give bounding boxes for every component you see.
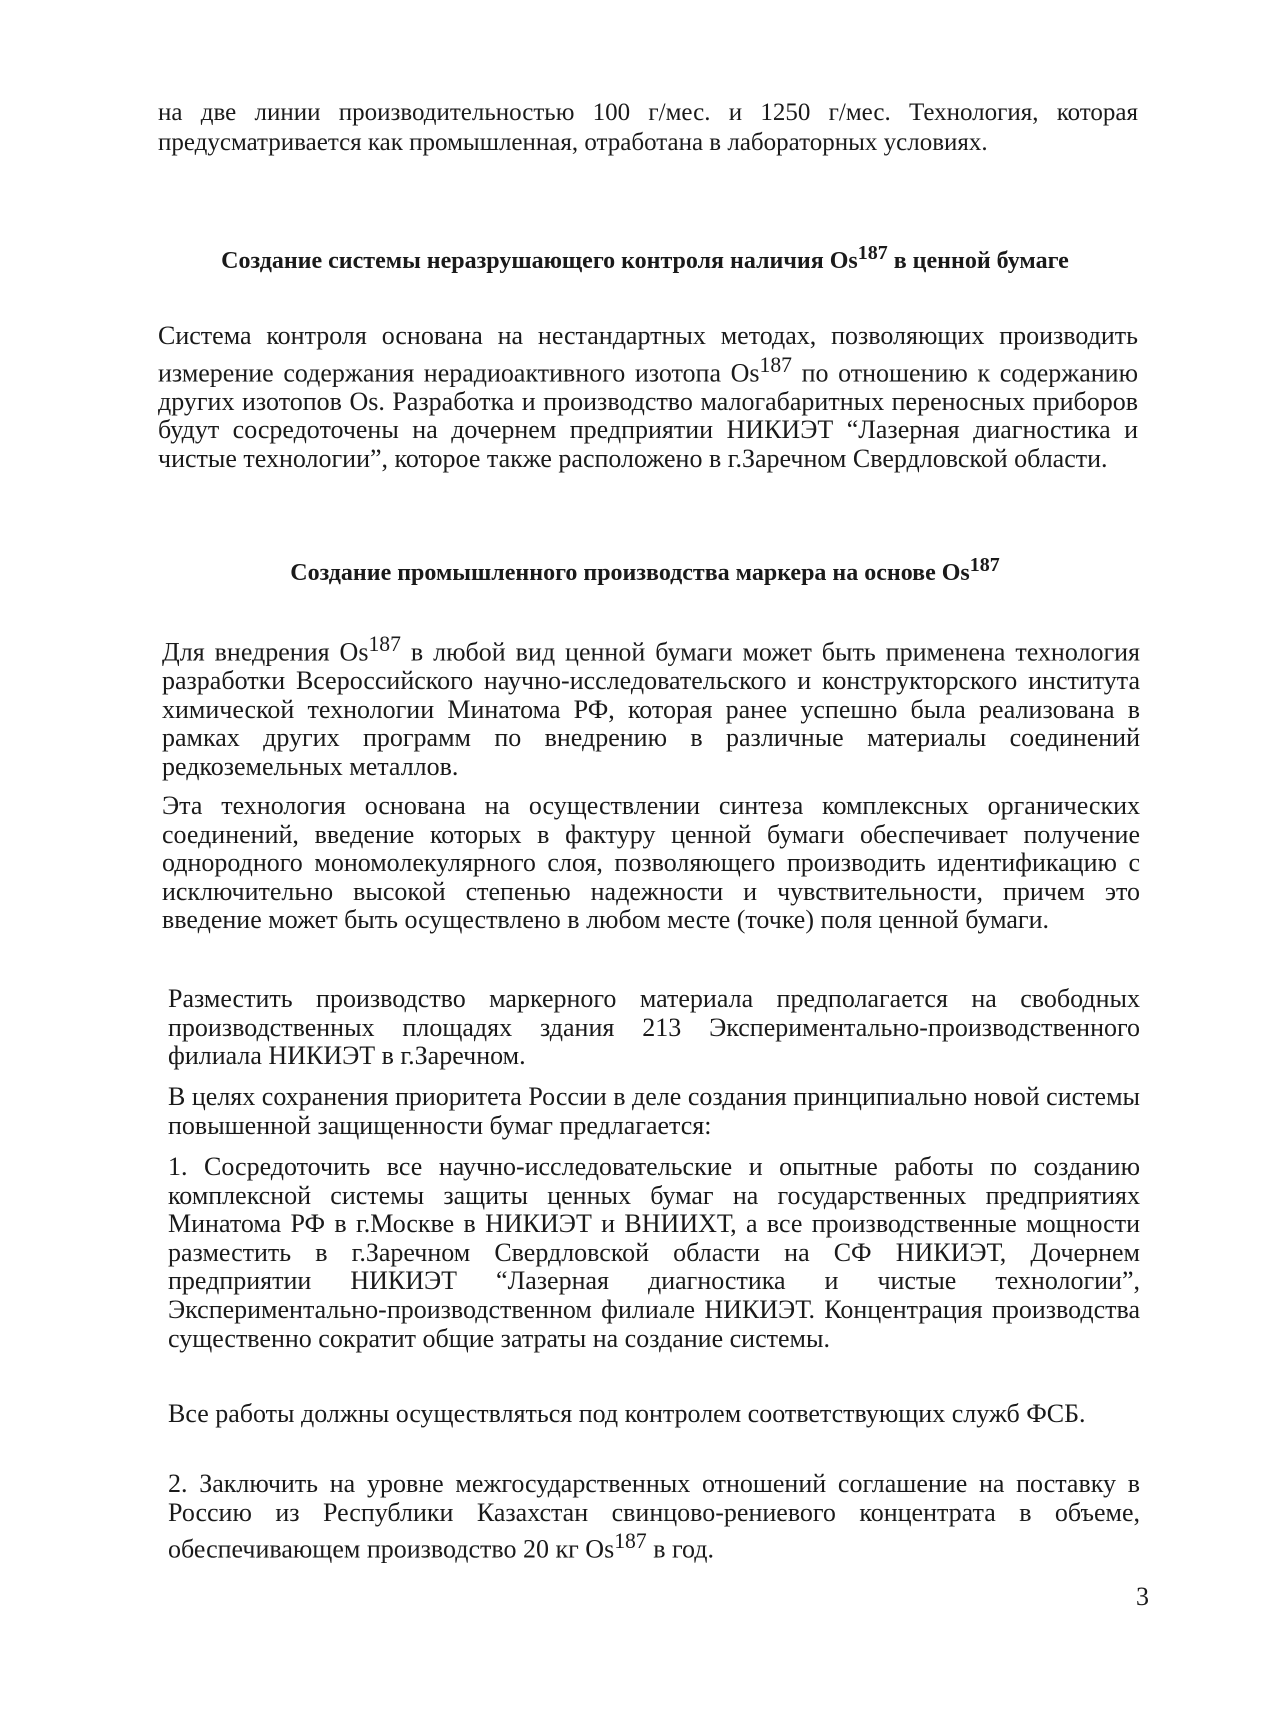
section-heading-marker-production (150, 550, 1140, 588)
page-number: 3 (1136, 1582, 1149, 1611)
intro-paragraph: на две линии производительностью 100 г/мес. и 1250 г/мес. Технология, которая предусматривается как промышленная, отработана в лабораторных условиях. (158, 99, 1138, 156)
proposal-item-2: 2. Заключить на уровне межгосударственных отношений соглашение на поставку в Россию из Республики Казахстан свинцово-рениевого концентрата в объеме, обеспечивающем производство 20 кг Os$^{187}$ в год. (168, 1469, 1140, 1564)
proposal-item-1: 1. Сосредоточить все научно-исследовательские и опытные работы по созданию комплексной системы защиты ценных бумаг на государственных предприятиях Минатома РФ в г.Москве в НИКИЭТ и ВНИИХТ, а все производственные мощности разместить в г.Заречном Свердловской области на СФ НИКИЭТ, Дочернем предприятии НИКИЭТ “Лазерная диагностика и чистые технологии”, Экспериментально-производственном филиале НИКИЭТ. Концентрация производства существенно сократит общие затраты на создание системы. (168, 1152, 1140, 1353)
heading-superscript: 187 (857, 242, 888, 264)
isotope-superscript: 187 (614, 1529, 647, 1554)
proposal-intro-paragraph: В целях сохранения приоритета России в деле создания принципиально новой системы повышенной защищенности бумаг предлагается: (168, 1082, 1140, 1140)
technology-paragraph: Эта технология основана на осуществлении синтеза комплексных органических соединений, введение которых в фактуру ценной бумаги обеспечивает получение однородного мономолекулярного слоя, позволяющего производить идентификацию с исключительно высокой степенью надежности и чувствительности, причем это введение может быть осуществлено в любом месте (точке) поля ценной бумаги. (162, 791, 1140, 935)
heading-text: Создание системы неразрушающего контроля наличия Os (221, 248, 858, 274)
proposal-item-1-note: Все работы должны осуществляться под контролем соответствующих служб ФСБ. (168, 1399, 1086, 1428)
heading-superscript: 187 (969, 554, 1000, 576)
isotope-superscript: 187 (759, 352, 792, 377)
production-location-paragraph: Разместить производство маркерного материала предполагается на свободных производственных площадях здания 213 Экспериментально-производственного филиала НИКИЭТ в г.Заречном. (168, 984, 1140, 1071)
heading-text: Создание промышленного производства маркера на основе Os (290, 560, 970, 586)
control-system-paragraph: Система контроля основана на нестандартных методах, позволяющих производить измерение содержания нерадиоактивного изотопа Os$^{187}$ по отношению к содержанию других изотопов Os. Разработка и производство малогабаритных переносных приборов будут сосредоточены на дочернем предприятии НИКИЭТ “Лазерная диагностика и чистые технологии”, которое также расположено в г.Заречном Свердловской области. (158, 321, 1139, 474)
marker-implementation-paragraph: Для внедрения Os$^{187}$ в любой вид ценной бумаги может быть применена технология разработки Всероссийского научно-исследовательского и конструкторского института химической технологии Минатома РФ, которая ранее успешно была реализована в рамках других программ по внедрению в различные материалы соединений редкоземельных металлов. (162, 632, 1140, 782)
isotope-superscript: 187 (368, 632, 401, 656)
section-heading-nondestructive-control (150, 238, 1140, 276)
heading-text-suffix: в ценной бумаге (887, 248, 1069, 274)
